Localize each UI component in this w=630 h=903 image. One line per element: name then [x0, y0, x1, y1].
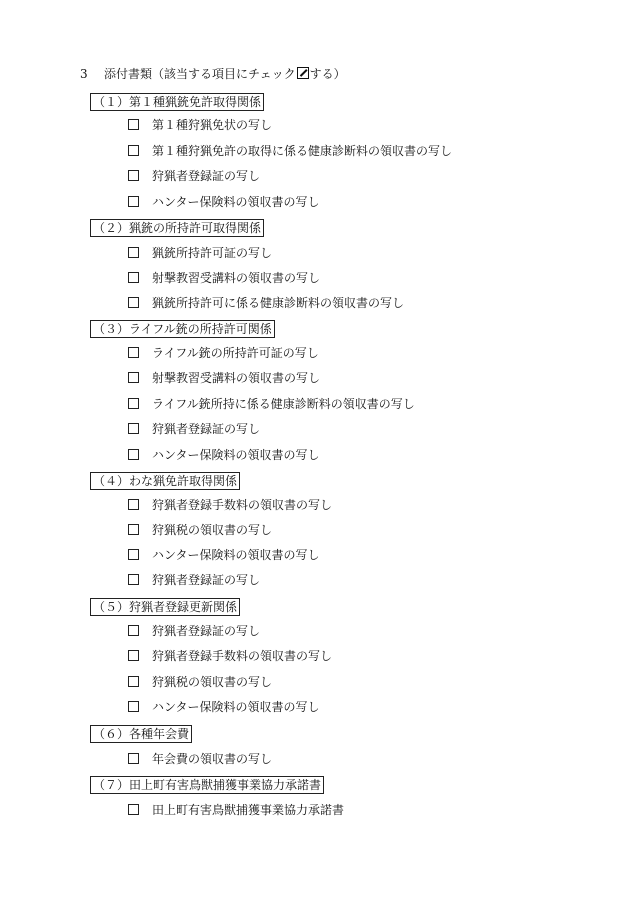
checklist-item-label: 第１種狩猟免許の取得に係る健康診断料の領収書の写し	[152, 144, 453, 158]
section-heading	[90, 725, 192, 743]
section-title: （２）猟銃の所持許可取得関係	[90, 219, 264, 237]
checkbox[interactable]	[128, 423, 139, 434]
checklist-item	[128, 497, 332, 513]
checklist-item-label: 猟銃所持許可に係る健康診断料の領収書の写し	[152, 296, 405, 310]
checklist-item	[128, 194, 320, 210]
section-heading	[90, 93, 264, 111]
checkbox[interactable]	[128, 804, 139, 815]
checklist-item-label: ハンター保険料の領収書の写し	[152, 448, 320, 462]
checkbox[interactable]	[128, 398, 139, 409]
checklist-item	[128, 699, 320, 715]
checkbox[interactable]	[128, 449, 139, 460]
checklist-item-label: 第１種狩猟免状の写し	[152, 118, 273, 132]
checklist-item-label: 狩猟者登録証の写し	[152, 573, 261, 587]
attachments-heading	[80, 66, 346, 82]
checkbox[interactable]	[128, 524, 139, 535]
checklist-item	[128, 421, 260, 437]
checklist-item-label: 狩猟者登録証の写し	[152, 422, 261, 436]
checklist-item-label: 田上町有害鳥獣捕獲事業協力承諾書	[152, 803, 345, 817]
section-title: （６）各種年会費	[90, 725, 192, 743]
checkbox[interactable]	[128, 650, 139, 661]
checkbox[interactable]	[128, 625, 139, 636]
checkbox[interactable]	[128, 272, 139, 283]
checklist-item	[128, 547, 320, 563]
checklist-item	[128, 270, 320, 286]
checklist-item	[128, 674, 272, 690]
checklist-item	[128, 345, 319, 361]
checklist-item	[128, 522, 272, 538]
heading-text-end: する）	[309, 67, 346, 81]
checked-box-icon	[297, 67, 309, 79]
checkbox[interactable]	[128, 196, 139, 207]
checklist-item	[128, 572, 260, 588]
checkbox[interactable]	[128, 499, 139, 510]
checkbox[interactable]	[128, 753, 139, 764]
checklist-item-label: ライフル銃所持に係る健康診断料の領収書の写し	[152, 397, 415, 411]
checklist-item	[128, 168, 260, 184]
checkbox[interactable]	[128, 701, 139, 712]
checklist-item-label: 狩猟者登録証の写し	[152, 624, 261, 638]
checklist-item-label: ライフル銃の所持許可証の写し	[152, 346, 319, 360]
section-title: （５）狩猟者登録更新関係	[90, 598, 240, 616]
checkbox[interactable]	[128, 347, 139, 358]
checkbox[interactable]	[128, 145, 139, 156]
checklist-item	[128, 245, 272, 261]
section-heading	[90, 320, 275, 338]
checklist-item	[128, 447, 320, 463]
section-heading	[90, 219, 264, 237]
checklist-item	[128, 802, 344, 818]
checklist-item-label: 狩猟税の領収書の写し	[152, 523, 273, 537]
checklist-item	[128, 751, 272, 767]
checklist-item	[128, 370, 320, 386]
checkbox[interactable]	[128, 372, 139, 383]
checkbox[interactable]	[128, 170, 139, 181]
section-title: （１）第１種猟銃免許取得関係	[90, 93, 264, 111]
checkbox[interactable]	[128, 297, 139, 308]
checkbox[interactable]	[128, 247, 139, 258]
checklist-item	[128, 295, 404, 311]
checklist-item	[128, 396, 415, 412]
checkbox[interactable]	[128, 574, 139, 585]
checklist-item-label: 射撃教習受講料の領収書の写し	[152, 271, 321, 285]
checkbox[interactable]	[128, 549, 139, 560]
checklist-item-label: ハンター保険料の領収書の写し	[152, 195, 320, 209]
checklist-item-label: 狩猟税の領収書の写し	[152, 675, 273, 689]
heading-number: 3	[80, 67, 88, 81]
checklist-item-label: 年会費の領収書の写し	[152, 752, 273, 766]
checklist-item	[128, 117, 272, 133]
checklist-item-label: 狩猟者登録手数料の領収書の写し	[152, 649, 333, 663]
checkbox[interactable]	[128, 676, 139, 687]
checklist-item-label: 射撃教習受講料の領収書の写し	[152, 371, 321, 385]
section-heading	[90, 598, 240, 616]
checklist-item-label: ハンター保険料の領収書の写し	[152, 548, 320, 562]
section-heading	[90, 472, 240, 490]
heading-text: 添付書類（該当する項目にチェック	[104, 67, 296, 81]
checklist-item-label: 狩猟者登録証の写し	[152, 169, 261, 183]
section-heading	[90, 776, 324, 794]
checklist-item-label: 狩猟者登録手数料の領収書の写し	[152, 498, 333, 512]
checklist-item	[128, 648, 332, 664]
checklist-item-label: 猟銃所持許可証の写し	[152, 246, 273, 260]
checklist-item-label: ハンター保険料の領収書の写し	[152, 700, 320, 714]
checklist-item	[128, 623, 260, 639]
checkbox[interactable]	[128, 119, 139, 130]
section-title: （３）ライフル銃の所持許可関係	[90, 320, 275, 338]
section-title: （４）わな猟免許取得関係	[90, 472, 240, 490]
checklist-item	[128, 143, 452, 159]
section-title: （７）田上町有害鳥獣捕獲事業協力承諾書	[90, 776, 324, 794]
